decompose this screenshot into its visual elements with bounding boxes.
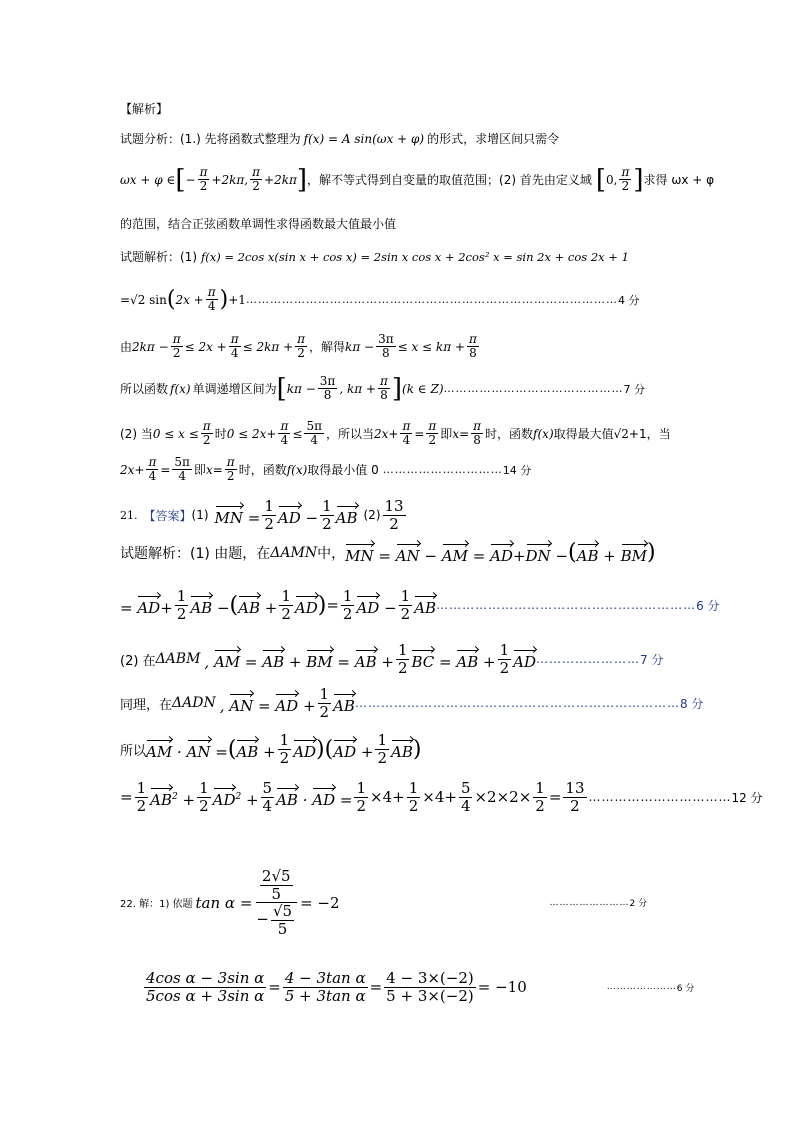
text-jiede: ，解得 bbox=[309, 340, 346, 355]
solution-expression: f(x) = 2cos x(sin x + cos x) = 2sin x cos x + 2cos² x = sin 2x + cos 2x + 1 bbox=[201, 249, 629, 264]
q22-label: 22. 解：1) 依题 bbox=[120, 899, 193, 910]
p2-f: +1，当 bbox=[628, 427, 671, 442]
q21-part2-label: (2) 在 bbox=[120, 653, 156, 669]
p2-g: 即 bbox=[193, 463, 206, 478]
analysis-line-1 bbox=[120, 130, 559, 147]
analysis-line-3: 的范围，结合正弦函数单调性求得函数最大值最小值 bbox=[120, 217, 397, 231]
analysis-line2-tail: 求得 ωx + φ bbox=[643, 173, 715, 188]
p2-b: ，所以当 bbox=[325, 427, 374, 442]
analysis-line-2: ωx + φ ∈ [ − $\frac{\pi}{2}$ +2kπ, π 2 +2kπ ] ，解不等式得到自变量的取值范围；(2) 首先由定义域 [ 0, π 2 ] 求得 ωx + φ bbox=[120, 164, 715, 195]
q21-solution-line-1: 试题解析：(1) 由题，在 ΔAMN 中， MN = AN − AM = AD+DN − ( AB + BM ) bbox=[120, 540, 656, 565]
analysis-text-1: 试题分析：(1.) 先将函数式整理为 bbox=[120, 132, 301, 146]
text-increase-interval: 单调递增区间为 bbox=[192, 382, 277, 397]
solution-label: 试题解析：(1) bbox=[120, 250, 197, 264]
q21-triangle-amn: ΔAMN bbox=[270, 544, 318, 561]
analysis-formula: f(x) = A sin(ωx + φ) bbox=[303, 131, 425, 146]
text-you: 由 bbox=[120, 340, 133, 355]
q21-suoyi: 所以 bbox=[120, 743, 147, 759]
q21-solution-line-6: = $\frac{1}{2}$ $AB^2$ + $\frac{1}{2}$ $AD^2$ + $\frac{5}{4}$ AB · AD = $\frac{1}{2}$ ×4+ $\frac{1}{2}$ ×4+ $\frac{5}{4}$ ×2×2× $\frac{1}{2}$ = $\frac{13}{2}$ …………………………… 12 分 bbox=[120, 779, 763, 815]
score-6: 6 分 bbox=[696, 598, 720, 613]
score-12: 12 分 bbox=[731, 790, 763, 805]
p2-a: 时 bbox=[214, 427, 227, 442]
analysis-line2-mid: ，解不等式得到自变量的取值范围；(2) 首先由定义域 bbox=[307, 173, 592, 188]
solution-line-1 bbox=[120, 248, 629, 265]
q21-solution-line-3: (2) 在 ΔABM , AM = AB + BM = AB + $\frac{1}{2}$ BC = AB + $\frac{1}{2}$ AD …………………… 7 分 bbox=[120, 641, 664, 677]
score-7: 7 分 bbox=[623, 382, 646, 396]
solution-line-3: 由 2kπ − $\frac{\pi}{2}$ ≤ 2x + $\frac{\pi}{4}$ ≤ 2kπ + $\frac{\pi}{2}$ ，解得 kπ − $\frac{3\pi}{8}$ ≤ x ≤ kπ + $\frac{\pi}{8}$ bbox=[120, 332, 477, 361]
score-6b: 6 分 bbox=[676, 983, 695, 994]
q22-line-1: 22. 解：1) 依题 tan α = $\frac{2√5}{5}$ − $\frac{√5}{5}$ = −2 …………………… 2 分 bbox=[120, 867, 648, 938]
q21-part1: (1) bbox=[191, 508, 209, 522]
solution-line-6: 2x+ $\frac{\pi}{4}$ = $\frac{5\pi}{4}$ 即 x= $\frac{\pi}{2}$ 时，函数 f(x) 取得最小值 0 ………………………… 14 分 bbox=[120, 455, 532, 484]
k-in-z: (k ∈ Z) bbox=[402, 381, 444, 396]
q21-tongli: 同理，在 bbox=[120, 697, 173, 713]
solution-line-2: =√2 sin ( 2x + $\frac{\pi}{4}$ ) +1 ………………………………………………………………………………… 4 分 bbox=[120, 285, 640, 314]
q21-part2: (2) bbox=[363, 508, 381, 522]
score-2: 2 分 bbox=[629, 899, 648, 909]
q21-answer-label: 【答案】 bbox=[143, 508, 192, 523]
q21-solution-line-2: = AD+ $\frac{1}{2}$ AB − ( AB + $\frac{1}{2}$ AD ) = $\frac{1}{2}$ AD − $\frac{1}{2}$ AB …………………………………………………… 6 分 bbox=[120, 587, 720, 623]
p2-c: 即 bbox=[440, 427, 453, 442]
q21-sol-text: 试题解析：(1) 由题，在 bbox=[120, 545, 271, 562]
score-4: 4 分 bbox=[617, 293, 640, 307]
text-suoyi: 所以函数 bbox=[120, 382, 169, 397]
section-header: 【解析】 bbox=[120, 102, 169, 116]
p2-h: 时，函数 bbox=[238, 463, 287, 478]
q21-triangle-abm: ΔABM bbox=[155, 651, 201, 667]
q21-triangle-adn: ΔADN bbox=[172, 695, 216, 711]
solution-line-4: 所以函数 f(x) 单调递增区间为 [ kπ − $\frac{3\pi}{8}$ , kπ + $\frac{\pi}{8}$ ] (k ∈ Z) ……………………………………… 7 分 bbox=[120, 373, 646, 404]
score-14: 14 分 bbox=[502, 463, 532, 477]
solution-line-5: (2) 当 0 ≤ x ≤ $\frac{\pi}{2}$ 时 0 ≤ 2x+ $\frac{\pi}{4}$ ≤ $\frac{5\pi}{4}$ ，所以当 2x+ $\frac{\pi}{4}$ = $\frac{\pi}{2}$ 即 x= $\frac{\pi}{8}$ 时，函数 f(x) 取得最大值 √2 +1，当 bbox=[120, 419, 671, 448]
analysis-text-1-tail: 的形式，求增区间只需令 bbox=[427, 132, 560, 146]
part2-label: (2) 当 bbox=[120, 427, 153, 442]
q21-solution-line-4: 同理，在 ΔADN , AN = AD + $\frac{1}{2}$ AB ………………………………………………………………… 8 分 bbox=[120, 685, 704, 721]
q22-line-2: $\frac{\text{4cos α − 3sin α}}{\text{5cos α + 3sin α}}$ = $\frac{\text{4 − 3tan α}}{\text{5 + 3tan α}}$ = $\frac{4 - 3\times(-2)}{5 + 3\times(-2)}$ = −10 ………………… 6 分 bbox=[146, 969, 695, 1005]
score-8: 8 分 bbox=[679, 696, 704, 711]
q21-solution-line-5: 所以 AM · AN = ( AB + $\frac{1}{2}$ AD ) ( AD + $\frac{1}{2}$ AB ) bbox=[120, 731, 422, 767]
p2-d: 时，函数 bbox=[485, 427, 534, 442]
p2-i: 取得最小值 0 bbox=[307, 463, 379, 478]
score-7b: 7 分 bbox=[639, 652, 664, 667]
q21-number: 21. bbox=[120, 508, 138, 522]
q21-answer-line: 21. 【答案】 (1) MN = $\frac{1}{2}$ AD − $\frac{1}{2}$ AB (2) 13 2 bbox=[120, 497, 404, 533]
analysis-line2-pre: ωx + φ ∈ bbox=[120, 172, 176, 187]
p2-e: 取得最大值 bbox=[553, 427, 614, 442]
q21-sol-zhong: 中， bbox=[317, 545, 346, 562]
